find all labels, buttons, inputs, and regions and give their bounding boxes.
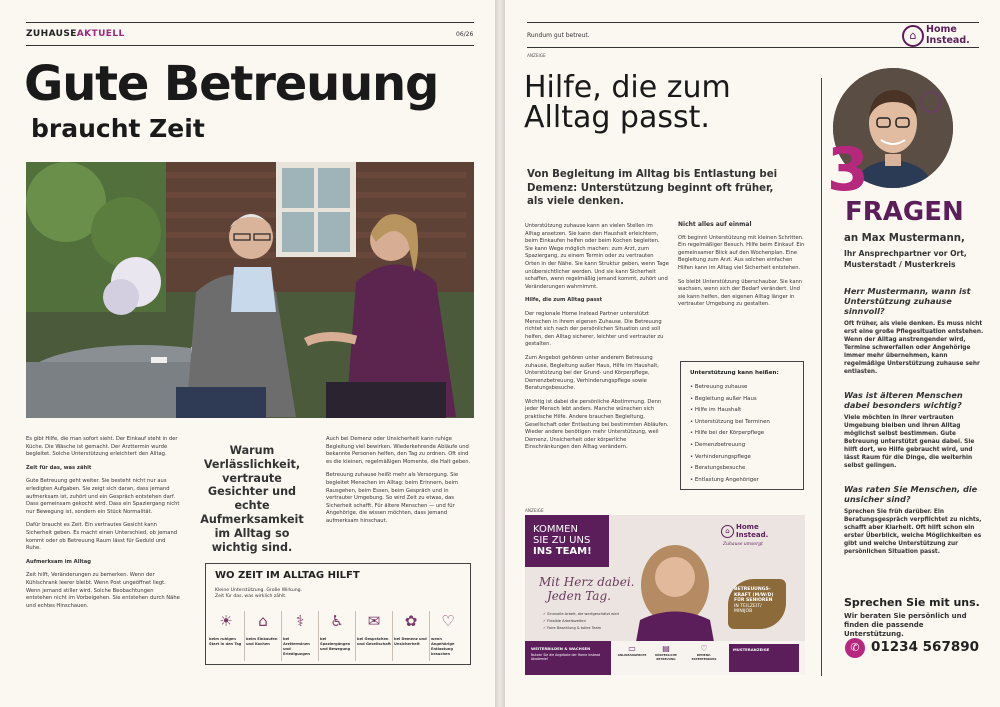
monitor-icon: ▭ xyxy=(628,644,636,653)
phone-number[interactable]: 01234 567890 xyxy=(871,639,980,655)
ad-perk xyxy=(687,644,721,661)
pull-quote: Warum Verlässlichkeit, vertraute Gesichter und echte Aufmerksamkeit im Alltag so wichtig sind. xyxy=(200,444,304,554)
ad-badge-c: FÜR SENIOREN xyxy=(734,598,773,604)
info-item xyxy=(318,611,355,661)
ad-footer-strip xyxy=(525,641,611,675)
list-item: • Begleitung außer Haus xyxy=(690,394,770,406)
ad-contact-box xyxy=(729,644,799,672)
page-gutter xyxy=(495,0,505,707)
interview-qa xyxy=(844,286,984,556)
info-box-icon-row xyxy=(208,611,466,661)
lead-paragraph: Von Begleitung im Alltag bis Entlastung bei Demenz: Unterstützung beginnt oft früher, als viele denken. xyxy=(527,169,778,207)
answer-1: Oft früher, als viele denken. Es muss nicht erst eine große Pflegesituation entstehen. Wenn der Alltag anstrengender wird, Termine schwerfallen oder Angehörige immer mehr übernehmen, kann regelmäßige Unterstützung zuhause sehr entlasten. xyxy=(844,321,984,375)
question-1: Herr Mustermann, wann ist Unterstützung zuhause sinnvoll? xyxy=(844,286,971,316)
ad-strip-title: WEITERBILDEN & WACHSEN xyxy=(531,646,591,651)
ad-brand-a: Home xyxy=(736,523,759,531)
paragraph-2: Gute Betreuung geht weiter. Sie besteht nicht nur aus erledigten Aufgaben. Sie zeigt sich daran, dass jemand aufmerksam ist, zuhört und ein Gespräch entstehen darf. Dass gemeinsam gekocht wird. Dass ein Spaziergang nicht nur Bewegung ist, sondern ein Stück Normalität. xyxy=(26,478,180,515)
right-page xyxy=(505,0,1000,707)
sunrise-icon: ☀ xyxy=(219,612,233,630)
page-number: 06/26 xyxy=(456,31,474,38)
subheading-aufmerksam: Aufmerksam im Alltag xyxy=(26,558,91,565)
support-list xyxy=(690,382,770,486)
info-item xyxy=(355,611,392,661)
info-box-title: WO ZEIT IM ALLTAG HILFT xyxy=(215,570,360,581)
info-item-label: beim Einkaufen und Kochen xyxy=(246,637,278,646)
ad-perk-label: ONLINEANGEBOTE xyxy=(617,653,647,657)
info-item xyxy=(208,611,244,661)
column-divider xyxy=(821,78,822,676)
masthead xyxy=(26,29,125,39)
answer-2: Viele möchten in ihrer vertrauten Umgebung bleiben und ihren Alltag möglichst selbst bestimmen. Gute Betreuung unterstützt genau dabei. Sie hilft dort, wo Hilfe gebraucht wird, und lässt Raum für die Dinge, die weiterhin selbst gelingen. xyxy=(844,415,975,469)
basket-icon: ⌂ xyxy=(258,612,268,630)
ad-perk xyxy=(651,644,681,661)
ad-badge-a: BETREUUNGS- xyxy=(734,587,771,592)
interview-number: 3 xyxy=(827,135,869,205)
brand-line1: Home xyxy=(926,24,957,35)
info-item xyxy=(429,611,466,661)
stethoscope-icon: ⚕ xyxy=(295,612,305,630)
right-column-1 xyxy=(525,223,669,458)
list-item: • Demenzbetreuung xyxy=(690,440,770,452)
list-item: • Beratungsbesuche xyxy=(690,463,770,475)
ad-badge-e: MINIJOB xyxy=(734,609,753,615)
info-item-label: beim ruhigen Start in den Tag xyxy=(209,637,242,646)
headline xyxy=(524,70,731,135)
ad-check: ✓ Flexible Arbeitszeiten xyxy=(543,619,586,623)
ad-checklist xyxy=(543,611,619,632)
ad-check-text: Sinnvolle Arbeit, die wertgeschätzt wird xyxy=(547,612,619,616)
interview-role: Ihr Ansprechpartner vor Ort, Musterstadt / Musterkreis xyxy=(844,249,967,269)
ad-script-b: Jeden Tag. xyxy=(547,589,611,603)
paragraph-3: Zum Angebot gehören unter anderem Betreuung zuhause, Begleitung außer Haus, Hilfe im Haushalt, Unterstützung bei der Grund- und Körperpflege, Demenzbetreuung, Verhinderungspflege sowie Beratungsbesuche. xyxy=(525,354,659,392)
headline-line1: Gute Betreuung xyxy=(24,56,439,112)
ad-check: ✓ Faire Bezahlung & tolles Team xyxy=(543,626,602,630)
paragraph-demenz: Auch bei Demenz oder Unsicherheit kann ruhige Begleitung viel bewirken. Wiederkehrende Abläufe und bekannte Personen helfen, den Tag zu ordnen. Oft sind es die kleinen, regelmäßigen Momente, die Halt geben. xyxy=(326,436,471,465)
brand-line2: Instead. xyxy=(926,34,970,46)
book-icon: ▤ xyxy=(662,644,670,653)
ad-headline-a: KOMMEN xyxy=(533,524,578,535)
ad-perk-label: KÖRPERLICHE BETREUUNG xyxy=(655,653,677,661)
info-item-label: bei Demenz und Unsicherheit xyxy=(394,637,427,646)
info-item-label: bei Gesprächen und Gesellschaft xyxy=(357,637,391,646)
list-item: • Entlastung Angehöriger xyxy=(690,475,770,487)
ad-script xyxy=(539,575,634,603)
answer-3: Sprechen Sie früh darüber. Ein Beratungsgespräch verpflichtet zu nichts, schafft aber Klarheit. Oft hilft schon ein erster Überblick, welche Möglichkeiten es gibt und welche Unterstützung zur persönlichen Situation passt. xyxy=(844,509,982,555)
info-box-subtitle-1: Kleine Unterstützung. Große Wirkung. xyxy=(215,588,303,593)
ad-headline-b: SIE ZU UNS xyxy=(533,535,591,547)
question-2: Was ist älteren Menschen dabei besonders wichtig? xyxy=(844,390,963,410)
list-item: • Hilfe bei der Körperpflege xyxy=(690,428,770,440)
info-item xyxy=(392,611,429,661)
paragraph-1: Oft beginnt Unterstützung mit kleinen Schritten. Ein regelmäßiger Besuch. Hilfe beim Einkauf. Ein gemeinsamer Blick auf den Wochenplan. Eine Begleitung zum Arzt. Aus solchen einfachen Hilfen kann im Alltag viel Sicherheit entstehen. xyxy=(678,234,805,271)
subheading-zeit: Zeit für das, was zählt xyxy=(26,464,92,471)
paragraph-2: Der regionale Home Instead Partner unterstützt Menschen in ihrem eigenen Zuhause. Die Betreuung richtet sich nach der persönlichen Situation und soll helfen, den Alltag sicherer, leichter und vertrauter zu gestalten. xyxy=(525,310,664,348)
ad-brand-icon: ⌂ xyxy=(721,525,734,538)
support-list-box xyxy=(680,361,804,490)
ad-perk xyxy=(617,644,647,657)
list-item: • Betreuung zuhause xyxy=(690,382,770,394)
info-item-label: bei Spaziergängen und Bewegung xyxy=(320,637,351,651)
ad-perk-label: DEMENZ-EXPERTENKURS xyxy=(691,653,717,661)
ad-strip-text: Nutzen Sie die Angebote der Home Instead Akademie! xyxy=(531,653,601,662)
paragraph-versorgung: Betreuung zuhause heißt mehr als Versorgung. Sie begleitet Menschen im Alltag: beim Erinnern, beim Rausgehen, beim Essen, beim Gespräch und in vertrauter Umgebung. So wird Zeit zu etwas, das Sicherheit schafft. Für ältere Menschen — und für Angehörige, die wissen möchten, dass jemand aufmerksam hinschaut. xyxy=(326,472,459,524)
brain-icon: ✿ xyxy=(404,612,418,630)
list-item: • Unterstützung bei Terminen xyxy=(690,417,770,429)
brand-logo xyxy=(926,25,970,46)
subheading-nicht-alles: Nicht alles auf einmal xyxy=(678,221,752,228)
interview-to: an Max Mustermann, xyxy=(844,233,965,244)
ad-headline-c: INS TEAM! xyxy=(533,546,592,558)
ad-label: ANZEIGE xyxy=(525,508,544,513)
list-item: • Hilfe im Haushalt xyxy=(690,405,770,417)
walking-icon: ♿ xyxy=(330,612,344,630)
paragraph-4: Wichtig ist dabei die persönliche Abstimmung. Denn jeder Mensch lebt anders. Manche wünschen sich praktische Hilfe. Andere brauchen Begleitung, Gesellschaft oder Entlastung bei bestimmten Abläufen. Wieder andere benötigen mehr Unterstützung, weil Demenz, Unsicherheit oder körperliche Einschränkungen den Alltag verändern. xyxy=(525,398,669,451)
right-column-2 xyxy=(678,221,805,315)
info-box-subtitle xyxy=(215,588,302,601)
ad-check-text: Flexible Arbeitszeiten xyxy=(547,619,586,623)
intro-paragraph: Es gibt Hilfe, die man sofort sieht. Der Einkauf steht in der Küche. Die Wäsche ist gemacht. Der Arzttermin wurde begleitet. Solche Unterstützung erleichtert den Alltag. xyxy=(26,436,178,458)
ad-script-a: Mit Herz dabei. xyxy=(539,575,635,589)
support-list-title: Unterstützung kann heißen: xyxy=(690,370,779,376)
ad-badge-b: KRAFT (M/W/D) xyxy=(734,592,774,598)
interview-title: FRAGEN xyxy=(845,197,964,227)
anzeige-label: ANZEIGE xyxy=(527,53,546,58)
headline-line1: Hilfe, die zum xyxy=(524,70,731,105)
ad-badge xyxy=(728,579,786,629)
left-column-3 xyxy=(326,436,474,532)
phone-icon: ✆ xyxy=(845,638,865,658)
paragraph-2: So bleibt Unterstützung überschaubar. Sie kann wachsen, wenn sich der Bedarf verändert. Und sie kann helfen, den eigenen Alltag länger in vertrauter Umgebung zu gestalten. xyxy=(678,278,803,308)
headline-line2: braucht Zeit xyxy=(31,114,205,143)
headline-line2: Alltag passt. xyxy=(524,100,710,135)
info-item-label: bei Arztterminen und Erledigungen xyxy=(283,637,310,656)
ad-check-text: Faire Bezahlung & tolles Team xyxy=(547,626,602,630)
paragraph-3: Dafür braucht es Zeit. Ein vertrautes Gesicht kann Sicherheit geben. Es macht einen Unterschied, ob jemand kommt oder ob Betreuung Raum lässt für Geduld und Ruhe. xyxy=(26,522,178,552)
info-box-subtitle-2: Zeit für das, was wirklich zählt. xyxy=(215,594,287,600)
info-item xyxy=(244,611,281,661)
cta-heading: Sprechen Sie mit uns. xyxy=(844,596,980,609)
list-item: • Verhinderungspflege xyxy=(690,452,770,464)
speech-icon: ✉ xyxy=(367,612,381,630)
job-ad xyxy=(525,515,805,675)
subheading-hilfe: Hilfe, die zum Alltag passt xyxy=(525,297,603,304)
hand-heart-icon: ♡ xyxy=(441,612,455,630)
ad-brand xyxy=(736,524,768,539)
masthead-part-a: ZUHAUSE xyxy=(26,29,77,39)
ad-brand-slogan: Zuhause umsorgt xyxy=(723,542,763,547)
ad-headline xyxy=(533,524,592,558)
ad-check: ✓ Sinnvolle Arbeit, die wertgeschätzt wird xyxy=(543,612,619,616)
brand-logo-icon: ⌂ xyxy=(902,25,924,47)
info-item-label: wenn Angehörige Entlastung brauchen xyxy=(431,637,455,656)
paragraph-1: Unterstützung zuhause kann an vielen Stellen im Alltag ansetzen. Sie kann den Haushalt erleichtern, beim Einkaufen helfen oder beim Kochen begleiten. Sie kann Wege möglich machen: zum Arzt, zum Spaziergang, zu einem Termin oder zu vertrauten Orten in der Nähe. Sie kann Struktur geben, wenn Tage unübersichtlicher werden. Und sie kann Sicherheit schaffen, wenn regelmäßig jemand kommt, zuhört und Veränderungen wahrnimmt. xyxy=(525,223,669,290)
ad-brand-b: Instead. xyxy=(736,530,769,539)
paragraph-4: Zeit hilft, Veränderungen zu bemerken. Wenn der Kühlschrank leerer bleibt. Wenn Post ungeöffnet liegt. Wenn jemand stiller wird. Solche Beobachtungen entstehen nicht im Vorbeigehen. Sie entstehen durch Nähe und echtes Hinschauen. xyxy=(26,572,180,609)
left-page xyxy=(0,0,495,707)
hero-photo xyxy=(26,162,474,418)
hero-photo-illustration xyxy=(26,162,474,418)
left-column-1 xyxy=(26,436,180,616)
cta-text: Wir beraten Sie persönlich und finden die passende Unterstützung. xyxy=(844,612,967,639)
question-3: Was raten Sie Menschen, die unsicher sind? xyxy=(844,484,978,504)
heart-icon: ♡ xyxy=(700,644,708,653)
ad-contact-title: MUSTERANZEIGE xyxy=(733,647,770,652)
tagline: Rundum gut betreut. xyxy=(527,32,590,39)
masthead-part-b: AKTUELL xyxy=(76,29,125,39)
ad-badge-d: IN TEILZEIT/ xyxy=(734,603,762,609)
info-item xyxy=(281,611,318,661)
